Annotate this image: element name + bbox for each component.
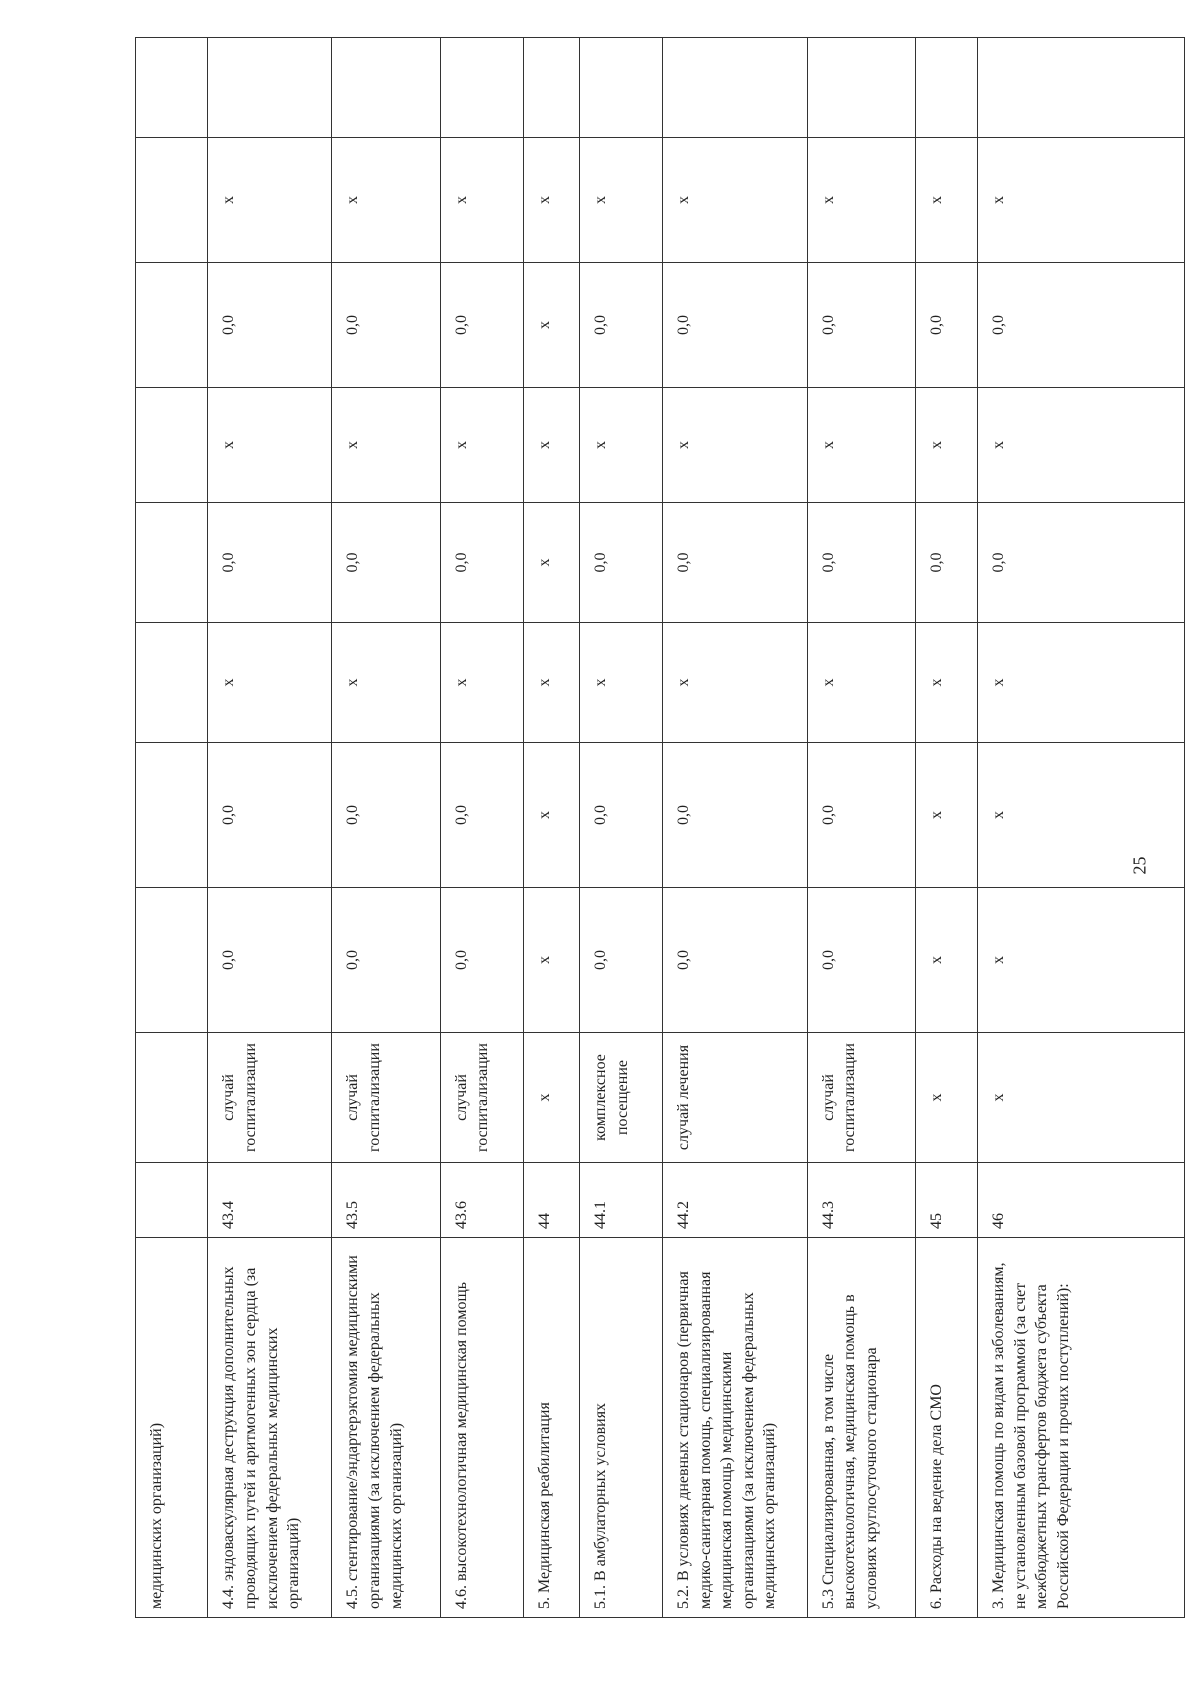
row-name-cell: 5.3 Специализированная, в том числе высокотехнологичная, медицинская помощь в условиях круглосуточного стационара <box>807 1238 916 1618</box>
row-value-cell: 0,0 <box>663 503 808 623</box>
row-value-cell: 0,0 <box>807 743 916 888</box>
row-value-cell: 0,0 <box>440 263 523 388</box>
row-value-cell: х <box>440 138 523 263</box>
row-name-cell: 4.6. высокотехнологичная медицинская помощь <box>440 1238 523 1618</box>
row-value-cell <box>136 38 208 138</box>
row-value-cell: 0,0 <box>580 888 663 1033</box>
row-value-cell: х <box>916 388 978 503</box>
row-value-cell: х <box>440 388 523 503</box>
table-row <box>136 38 208 1618</box>
row-value-cell: х <box>663 623 808 743</box>
table-row <box>523 38 580 1618</box>
row-value-cell: 0,0 <box>332 743 441 888</box>
row-value-cell: 0,0 <box>580 503 663 623</box>
row-value-cell <box>136 888 208 1033</box>
row-value-cell: х <box>208 138 332 263</box>
row-value-cell: х <box>523 623 580 743</box>
table-row <box>663 38 808 1618</box>
row-value-cell: х <box>978 623 1185 743</box>
row-value-cell: х <box>978 743 1185 888</box>
row-value-cell <box>978 38 1185 138</box>
row-unit-cell: случай лечения <box>663 1033 808 1163</box>
table-row <box>332 38 441 1618</box>
table-row <box>916 38 978 1618</box>
row-unit-cell <box>136 1033 208 1163</box>
table-row <box>580 38 663 1618</box>
table-row <box>978 38 1185 1618</box>
row-code-cell: 44.2 <box>663 1163 808 1238</box>
row-value-cell: х <box>580 623 663 743</box>
page-number: 25 <box>1129 856 1150 875</box>
row-value-cell <box>136 743 208 888</box>
row-unit-cell: х <box>978 1033 1185 1163</box>
row-code-cell <box>136 1163 208 1238</box>
row-value-cell: х <box>523 743 580 888</box>
row-value-cell: х <box>332 138 441 263</box>
row-value-cell: 0,0 <box>916 503 978 623</box>
row-value-cell: х <box>807 138 916 263</box>
row-value-cell: 0,0 <box>807 503 916 623</box>
row-value-cell: х <box>523 503 580 623</box>
row-unit-cell: случай госпитализации <box>440 1033 523 1163</box>
table-body <box>136 38 1185 1618</box>
row-value-cell: 0,0 <box>332 263 441 388</box>
row-value-cell <box>136 263 208 388</box>
row-value-cell: 0,0 <box>580 263 663 388</box>
row-value-cell: х <box>523 888 580 1033</box>
budget-table <box>135 37 1185 1618</box>
row-unit-cell: случай госпитализации <box>332 1033 441 1163</box>
row-value-cell: х <box>807 388 916 503</box>
row-name-cell: медицинских организаций) <box>136 1238 208 1618</box>
row-value-cell: 0,0 <box>440 888 523 1033</box>
row-unit-cell: случай госпитализации <box>807 1033 916 1163</box>
row-code-cell: 46 <box>978 1163 1185 1238</box>
table-row <box>440 38 523 1618</box>
row-value-cell: 0,0 <box>663 888 808 1033</box>
row-value-cell: 0,0 <box>440 503 523 623</box>
row-value-cell: х <box>580 138 663 263</box>
row-value-cell: 0,0 <box>916 263 978 388</box>
row-unit-cell: х <box>523 1033 580 1163</box>
row-name-cell: 5. Медицинская реабилитация <box>523 1238 580 1618</box>
row-value-cell: х <box>208 388 332 503</box>
row-value-cell: х <box>440 623 523 743</box>
row-name-cell: 4.4. эндоваскулярная деструкция дополнительных проводящих путей и аритмогенных зон сердца (за исключением федеральных медицинских организаций) <box>208 1238 332 1618</box>
row-value-cell <box>523 38 580 138</box>
row-value-cell: х <box>208 623 332 743</box>
row-name-cell: 5.2. В условиях дневных стационаров (первичная медико-санитарная помощь, специализированная медицинская помощь) медицинскими организациями (за исключением федеральных медицинских организаций) <box>663 1238 808 1618</box>
row-value-cell <box>663 38 808 138</box>
row-code-cell: 43.5 <box>332 1163 441 1238</box>
row-value-cell <box>332 38 441 138</box>
row-code-cell: 43.4 <box>208 1163 332 1238</box>
row-value-cell: х <box>663 138 808 263</box>
row-value-cell: 0,0 <box>208 743 332 888</box>
row-value-cell: 0,0 <box>978 503 1185 623</box>
row-value-cell: х <box>663 388 808 503</box>
row-value-cell: х <box>978 888 1185 1033</box>
row-value-cell: х <box>523 388 580 503</box>
row-value-cell <box>916 38 978 138</box>
row-value-cell: 0,0 <box>208 888 332 1033</box>
row-value-cell: х <box>916 888 978 1033</box>
row-unit-cell: комплексное посещение <box>580 1033 663 1163</box>
row-value-cell: 0,0 <box>440 743 523 888</box>
row-code-cell: 44.3 <box>807 1163 916 1238</box>
row-code-cell: 45 <box>916 1163 978 1238</box>
row-value-cell: 0,0 <box>663 263 808 388</box>
row-value-cell <box>807 38 916 138</box>
row-value-cell: 0,0 <box>663 743 808 888</box>
row-value-cell: х <box>332 623 441 743</box>
row-value-cell: х <box>978 388 1185 503</box>
row-value-cell <box>580 38 663 138</box>
row-value-cell: х <box>916 623 978 743</box>
row-value-cell <box>136 623 208 743</box>
row-value-cell: 0,0 <box>208 503 332 623</box>
row-unit-cell: х <box>916 1033 978 1163</box>
row-code-cell: 43.6 <box>440 1163 523 1238</box>
row-value-cell <box>440 38 523 138</box>
row-value-cell: 0,0 <box>580 743 663 888</box>
row-value-cell: х <box>580 388 663 503</box>
row-value-cell <box>208 38 332 138</box>
row-value-cell: 0,0 <box>208 263 332 388</box>
row-value-cell: х <box>807 623 916 743</box>
row-value-cell: х <box>916 743 978 888</box>
row-name-cell: 6. Расходы на ведение дела СМО <box>916 1238 978 1618</box>
row-value-cell <box>136 388 208 503</box>
row-code-cell: 44.1 <box>580 1163 663 1238</box>
table-row <box>208 38 332 1618</box>
row-value-cell: 0,0 <box>332 888 441 1033</box>
row-value-cell: х <box>916 138 978 263</box>
row-unit-cell: случай госпитализации <box>208 1033 332 1163</box>
row-value-cell: х <box>978 138 1185 263</box>
rotated-table-container <box>135 38 1185 1618</box>
row-name-cell: 5.1. В амбулаторных условиях <box>580 1238 663 1618</box>
row-value-cell: х <box>523 138 580 263</box>
row-value-cell <box>136 138 208 263</box>
row-value-cell: 0,0 <box>332 503 441 623</box>
row-name-cell: 3. Медицинская помощь по видам и заболеваниям, не установленным базовой программой (за счет межбюджетных трансфертов бюджета субъекта Российской Федерации и прочих поступлений): <box>978 1238 1185 1618</box>
row-value-cell: 0,0 <box>807 263 916 388</box>
row-name-cell: 4.5. стентирование/эндартерэктомия медицинскими организациями (за исключением федеральных медицинских организаций) <box>332 1238 441 1618</box>
row-code-cell: 44 <box>523 1163 580 1238</box>
row-value-cell: 0,0 <box>807 888 916 1033</box>
row-value-cell: х <box>332 388 441 503</box>
row-value-cell: 0,0 <box>978 263 1185 388</box>
table-row <box>807 38 916 1618</box>
row-value-cell: х <box>523 263 580 388</box>
row-value-cell <box>136 503 208 623</box>
